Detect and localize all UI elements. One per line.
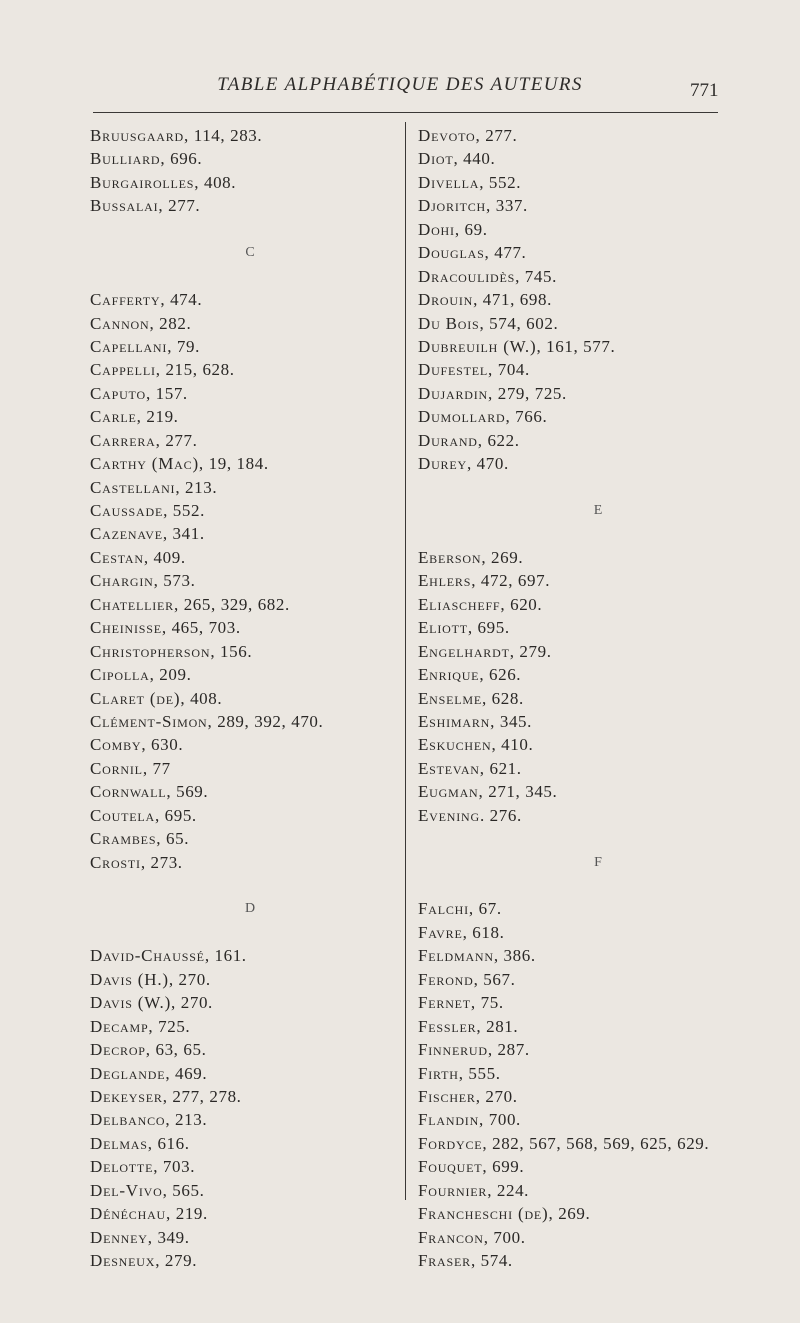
author-name: Cappelli	[90, 360, 156, 380]
author-name: Delotte	[90, 1157, 154, 1177]
index-entry	[90, 358, 400, 381]
author-name: Fordyce	[418, 1133, 483, 1153]
author-name: Eskuchen	[418, 735, 492, 755]
page-references: , 700.	[483, 1227, 526, 1247]
author-name: David-Chaussé	[90, 946, 205, 966]
page-references: , 77	[142, 758, 171, 778]
index-entry	[418, 382, 778, 405]
index-entry	[90, 593, 400, 616]
index-entry	[418, 358, 778, 381]
index-entry	[418, 968, 778, 991]
author-name: Chargin	[90, 571, 154, 591]
index-entry	[418, 1132, 778, 1155]
index-entry	[90, 499, 400, 522]
index-entry	[418, 241, 778, 264]
page-references: , 75.	[470, 993, 504, 1013]
index-entry	[90, 804, 400, 827]
author-name: Dohi	[418, 219, 455, 239]
spacer	[90, 218, 400, 241]
page-references: , 341.	[162, 524, 205, 544]
index-entry	[90, 452, 400, 475]
author-name: Cannon	[90, 313, 150, 333]
index-entry	[90, 1202, 400, 1225]
author-name: Francheschi (de)	[418, 1204, 549, 1224]
index-entry	[90, 944, 400, 967]
page-references: , 63, 65.	[145, 1040, 207, 1060]
page-references: , 565.	[162, 1180, 205, 1200]
author-name: Fouquet	[418, 1157, 483, 1177]
author-name: Ferond	[418, 969, 474, 989]
page-references: , 277, 278.	[162, 1086, 242, 1106]
author-name: Drouin	[418, 290, 474, 310]
author-name: Enrique	[418, 665, 480, 685]
index-entry	[418, 991, 778, 1014]
author-name: Eliascheff	[418, 594, 501, 614]
index-entry	[90, 757, 400, 780]
index-entry	[418, 757, 778, 780]
author-name: Eugman	[418, 782, 479, 802]
page-references: , 270.	[475, 1086, 518, 1106]
author-name: Djoritch	[418, 196, 487, 216]
index-entry	[418, 780, 778, 803]
index-entry	[90, 1062, 400, 1085]
index-entry	[90, 851, 400, 874]
author-name: Diot	[418, 149, 454, 169]
index-entry	[90, 827, 400, 850]
page-references: , 279.	[509, 641, 552, 661]
index-entry	[90, 710, 400, 733]
header-rule	[93, 112, 718, 113]
page-references: , 408.	[194, 172, 237, 192]
spacer	[418, 522, 778, 545]
author-name: Delmas	[90, 1133, 148, 1153]
author-name: Carrera	[90, 430, 156, 450]
index-entry	[418, 1108, 778, 1131]
running-header-title: TABLE ALPHABÉTIQUE DES AUTEURS	[217, 74, 583, 95]
page-references: . 276.	[479, 805, 522, 825]
index-entry	[90, 616, 400, 639]
author-name: Delbanco	[90, 1110, 166, 1130]
page-references: , 621.	[479, 758, 522, 778]
page-references: , 695.	[467, 618, 510, 638]
spacer	[90, 265, 400, 288]
page-number: 771	[690, 80, 719, 101]
index-entry	[90, 382, 400, 405]
page-references: , 552.	[479, 172, 522, 192]
index-entry	[90, 335, 400, 358]
index-entry	[90, 1226, 400, 1249]
index-entry	[90, 476, 400, 499]
author-name: Cornil	[90, 758, 143, 778]
page-references: , 213.	[175, 477, 218, 497]
author-name: Francon	[418, 1227, 484, 1247]
index-entry	[90, 1179, 400, 1202]
author-name: Devoto	[418, 126, 476, 145]
page-references: , 440.	[453, 149, 496, 169]
index-entry	[418, 804, 778, 827]
author-name: Decamp	[90, 1016, 149, 1036]
author-name: Claret (de)	[90, 688, 181, 708]
page-references: , 471, 698.	[473, 290, 552, 310]
author-name: Divella	[418, 172, 480, 192]
letter-heading: C	[245, 245, 255, 261]
page-references: , 573.	[153, 571, 196, 591]
page-references: , 725.	[148, 1016, 191, 1036]
index-entry	[418, 429, 778, 452]
author-name: Bulliard	[90, 149, 161, 169]
author-name: Cazenave	[90, 524, 163, 544]
author-name: Desneux	[90, 1251, 156, 1270]
index-entry	[90, 1132, 400, 1155]
index-entry	[90, 1038, 400, 1061]
author-name: Dujardin	[418, 383, 489, 403]
index-entry	[90, 194, 400, 217]
author-name: Fessler	[418, 1016, 477, 1036]
index-entry	[90, 687, 400, 710]
index-entry	[418, 194, 778, 217]
index-entry	[418, 124, 778, 147]
page-references: , 67.	[468, 899, 502, 919]
index-entry	[90, 147, 400, 170]
index-entry	[418, 1015, 778, 1038]
page-references: , 410.	[491, 735, 534, 755]
author-name: Chatellier	[90, 594, 174, 614]
index-entry	[90, 522, 400, 545]
author-name: Coutela	[90, 805, 155, 825]
index-entry	[418, 1202, 778, 1225]
spacer	[90, 921, 400, 944]
index-entry	[418, 663, 778, 686]
page-references: , 65.	[156, 829, 190, 849]
index-entry	[90, 733, 400, 756]
page-references: , 19, 184.	[198, 454, 269, 474]
index-entry	[90, 991, 400, 1014]
page-references: , 386.	[493, 946, 536, 966]
page-references: , 289, 392, 470.	[207, 711, 324, 731]
page-references: , 213.	[165, 1110, 208, 1130]
page-references: , 470.	[466, 454, 509, 474]
page-references: , 269.	[548, 1204, 591, 1224]
author-name: Dénéchau	[90, 1204, 167, 1224]
page-references: , 224.	[487, 1180, 530, 1200]
page-references: , 618.	[462, 922, 505, 942]
page-references: , 79.	[167, 336, 200, 356]
page-references: , 279.	[155, 1251, 198, 1270]
page-references: , 265, 329, 682.	[174, 594, 290, 614]
page-references: , 277.	[475, 126, 518, 145]
page-references: , 745.	[515, 266, 557, 286]
author-name: Flandin	[418, 1110, 480, 1130]
author-name: Bruusgaard	[90, 126, 185, 145]
author-name: Deglande	[90, 1063, 166, 1083]
index-entry	[418, 546, 778, 569]
column-divider	[405, 122, 406, 1200]
index-entry	[418, 218, 778, 241]
page-references: , 555.	[458, 1063, 501, 1083]
page-references: , 219.	[136, 407, 179, 427]
index-entry	[418, 1179, 778, 1202]
page-references: , 704.	[488, 360, 530, 380]
page-references: , 703.	[153, 1157, 196, 1177]
page-references: , 282.	[149, 313, 192, 333]
index-entry	[90, 640, 400, 663]
page-references: , 114, 283.	[184, 126, 263, 145]
author-name: Fraser	[418, 1251, 471, 1270]
author-name: Falchi	[418, 899, 469, 919]
author-name: Feldmann	[418, 946, 494, 966]
author-name: Firth	[418, 1063, 459, 1083]
author-name: Finnerud	[418, 1040, 488, 1060]
author-name: Comby	[90, 735, 142, 755]
index-entry	[90, 663, 400, 686]
author-name: Cheinisse	[90, 618, 162, 638]
page-references: , 630.	[141, 735, 184, 755]
author-name: Engelhardt	[418, 641, 510, 661]
author-name: Cipolla	[90, 665, 150, 685]
spacer	[418, 874, 778, 897]
author-name: Cestan	[90, 547, 144, 567]
author-name: Carle	[90, 407, 137, 427]
author-name: Eliott	[418, 618, 468, 638]
author-name: Eberson	[418, 547, 482, 567]
letter-heading: E	[593, 503, 603, 518]
page-references: , 620.	[500, 594, 543, 614]
page-references: , 766.	[505, 407, 548, 427]
page-references: , 469.	[165, 1063, 208, 1083]
author-name: Ehlers	[418, 571, 472, 591]
index-entry	[90, 1108, 400, 1131]
page-references: , 337.	[486, 196, 528, 216]
page-references: , 569.	[166, 782, 209, 802]
author-name: Douglas	[418, 243, 485, 263]
index-entry	[418, 897, 778, 920]
author-name: Dumollard	[418, 407, 506, 427]
page-references: , 287.	[487, 1040, 530, 1060]
author-name: Estevan	[418, 758, 480, 778]
page-references: , 695.	[154, 805, 197, 825]
index-entry	[418, 1249, 778, 1272]
author-name: Durand	[418, 430, 478, 450]
index-entry	[418, 335, 778, 358]
page-references: , 408.	[180, 688, 223, 708]
page-references: , 465, 703.	[161, 618, 241, 638]
index-entry	[418, 452, 778, 475]
index-entry	[418, 616, 778, 639]
page-references: , 345.	[490, 711, 532, 731]
page-references: , 282, 567, 568, 569, 625, 629.	[482, 1133, 710, 1153]
index-entry	[90, 546, 400, 569]
index-entry	[90, 1155, 400, 1178]
index-entry	[90, 171, 400, 194]
letter-heading: D	[244, 901, 256, 917]
page-references: , 696.	[160, 149, 203, 169]
index-entry	[418, 171, 778, 194]
index-entry	[418, 312, 778, 335]
author-name: Dekeyser	[90, 1086, 163, 1106]
index-entry	[418, 569, 778, 592]
author-name: Du Bois	[418, 313, 480, 333]
page-references: , 161, 577.	[536, 336, 616, 356]
author-name: Dracoulidès	[418, 266, 516, 286]
author-name: Favre	[418, 922, 463, 942]
page-references: , 474.	[160, 290, 203, 310]
page-references: , 628.	[481, 688, 524, 708]
author-name: Del-Vivo	[90, 1180, 163, 1200]
author-name: Enselme	[418, 688, 482, 708]
page-references: , 270.	[168, 969, 211, 989]
index-entry	[418, 733, 778, 756]
index-entry	[418, 710, 778, 733]
author-name: Castellani	[90, 477, 176, 497]
page-references: , 281.	[476, 1016, 519, 1036]
index-entry	[418, 921, 778, 944]
index-entry	[418, 640, 778, 663]
index-entry	[90, 405, 400, 428]
author-name: Dufestel	[418, 360, 489, 380]
index-entry	[90, 1015, 400, 1038]
author-name: Bussalai	[90, 196, 159, 216]
right-column	[418, 124, 778, 1272]
page-references: , 219.	[166, 1204, 208, 1224]
author-name: Burgairolles	[90, 172, 195, 192]
index-entry	[418, 593, 778, 616]
page-references: , 277.	[158, 196, 201, 216]
author-name: Fischer	[418, 1086, 476, 1106]
page-references: , 349.	[147, 1227, 190, 1247]
page-references: , 277.	[155, 430, 198, 450]
index-entry	[90, 429, 400, 452]
author-name: Decrop	[90, 1040, 146, 1060]
spacer	[418, 476, 778, 499]
index-entry	[90, 968, 400, 991]
left-column	[90, 124, 400, 1272]
author-name: Denney	[90, 1227, 148, 1247]
page-references: , 161.	[204, 946, 247, 966]
author-name: Cafferty	[90, 290, 161, 310]
index-entry	[418, 1038, 778, 1061]
index-entry	[90, 1085, 400, 1108]
author-name: Clément-Simon	[90, 711, 208, 731]
author-name: Davis (W.)	[90, 993, 172, 1013]
author-name: Fournier	[418, 1180, 488, 1200]
page-references: , 269.	[481, 547, 524, 567]
author-name: Evening	[418, 805, 480, 825]
index-entry	[418, 1062, 778, 1085]
author-name: Caputo	[90, 383, 146, 403]
author-name: Christopherson	[90, 641, 211, 661]
page-references: , 271, 345.	[478, 782, 558, 802]
page-references: , 567.	[473, 969, 516, 989]
index-entry	[418, 147, 778, 170]
page-references: , 409.	[143, 547, 186, 567]
author-name: Dubreuilh (W.)	[418, 336, 537, 356]
index-entry	[418, 265, 778, 288]
index-entry	[418, 1226, 778, 1249]
page-references: , 574.	[470, 1251, 513, 1270]
page-references: , 574, 602.	[479, 313, 559, 333]
author-name: Capellani	[90, 336, 168, 356]
author-name: Caussade	[90, 501, 164, 520]
page-references: , 626.	[479, 665, 522, 685]
author-name: Cornwall	[90, 782, 167, 802]
index-entry	[90, 312, 400, 335]
page-references: , 552.	[163, 501, 205, 520]
page-references: , 616.	[147, 1133, 190, 1153]
index-entry	[90, 780, 400, 803]
author-name: Davis (H.)	[90, 969, 169, 989]
index-entry	[90, 569, 400, 592]
author-name: Eshimarn	[418, 711, 491, 731]
page-references: , 157.	[145, 383, 188, 403]
page-references: , 273.	[140, 852, 183, 872]
page-references: , 279, 725.	[488, 383, 567, 403]
author-name: Fernet	[418, 993, 471, 1013]
index-entry	[418, 1085, 778, 1108]
index-entry	[90, 124, 400, 147]
page-references: , 156.	[210, 641, 253, 661]
index-entry	[418, 687, 778, 710]
page-references: , 215, 628.	[155, 360, 235, 380]
author-name: Durey	[418, 454, 467, 474]
index-entry	[418, 1155, 778, 1178]
author-name: Crosti	[90, 852, 141, 872]
author-name: Carthy (Mac)	[90, 454, 199, 474]
index-entry	[90, 1249, 400, 1272]
page-references: , 699.	[482, 1157, 525, 1177]
page-references: , 472, 697.	[471, 571, 551, 591]
index-entry	[418, 288, 778, 311]
page-references: , 209.	[149, 665, 192, 685]
page-references: , 69.	[454, 219, 488, 239]
page-references: , 270.	[171, 993, 213, 1013]
index-entry	[90, 288, 400, 311]
spacer	[90, 874, 400, 897]
spacer	[418, 827, 778, 850]
page-references: , 477.	[484, 243, 527, 263]
page-references: , 622.	[477, 430, 520, 450]
index-entry	[418, 405, 778, 428]
index-entry	[418, 944, 778, 967]
author-name: Crambes	[90, 829, 157, 849]
page-references: , 700.	[479, 1110, 521, 1130]
letter-heading: F	[594, 854, 602, 870]
